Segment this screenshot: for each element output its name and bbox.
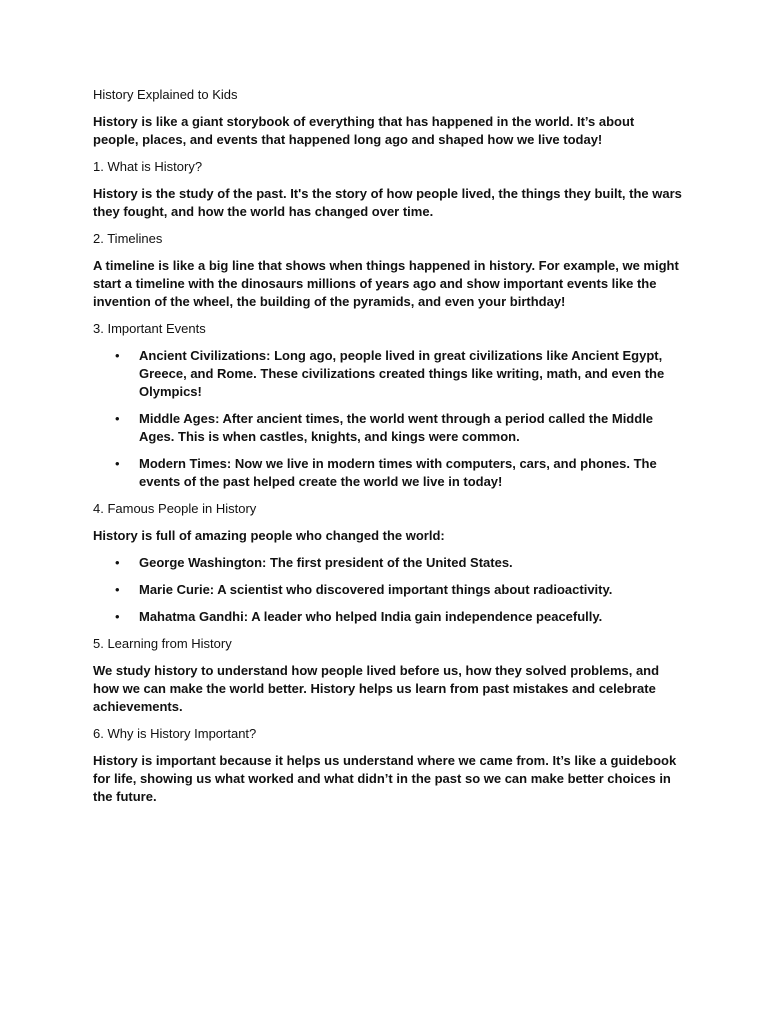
list-item-text: Mahatma Gandhi: A leader who helped India gain independence peacefully. — [139, 609, 603, 624]
section-heading-learning: 5. Learning from History — [93, 636, 232, 651]
famous-people-list — [93, 554, 683, 626]
section-body-learning: We study history to understand how people lived before us, how they solved problems, and how we can make the world better. History helps us learn from past mistakes and celebrate achievements. — [93, 663, 660, 714]
bullet-icon: • — [115, 555, 120, 570]
list-item-text: Modern Times: Now we live in modern times with computers, cars, and phones. The events of the past helped create the world we live in today! — [139, 456, 657, 489]
list-item — [93, 608, 683, 626]
section-body-why-important: History is important because it helps us understand where we came from. It’s like a guidebook for life, showing us what worked and what didn’t in the past so we can make better choices in the future. — [93, 753, 677, 804]
list-item — [93, 554, 683, 572]
list-item-text: Marie Curie: A scientist who discovered important things about radioactivity. — [139, 582, 613, 597]
bullet-icon: • — [115, 456, 120, 471]
section-body-timelines: A timeline is like a big line that shows when things happened in history. For example, we might start a timeline with the dinosaurs millions of years ago and show important events like the invention of the wheel, the building of the pyramids, and even your birthday! — [93, 258, 679, 309]
section-heading-important-events: 3. Important Events — [93, 321, 206, 336]
list-item — [93, 455, 683, 491]
list-item-text: Middle Ages: After ancient times, the world went through a period called the Middle Ages. This is when castles, knights, and kings were common. — [139, 411, 654, 444]
document-title: History Explained to Kids — [93, 87, 238, 102]
section-heading-what-is-history: 1. What is History? — [93, 159, 203, 174]
document-page — [93, 86, 683, 815]
bullet-icon: • — [115, 411, 120, 426]
list-item-text: Ancient Civilizations: Long ago, people lived in great civilizations like Ancient Egypt, Greece, and Rome. These civilizations created things like writing, math, and even the Olympics! — [139, 348, 665, 399]
list-item-text: George Washington: The first president of the United States. — [139, 555, 513, 570]
bullet-icon: • — [115, 348, 120, 363]
section-heading-famous-people: 4. Famous People in History — [93, 501, 257, 516]
section-body-what-is-history: History is the study of the past. It's the story of how people lived, the things they built, the wars they fought, and how the world has changed over time. — [93, 186, 682, 219]
list-item — [93, 347, 683, 401]
list-item — [93, 581, 683, 599]
section-heading-why-important: 6. Why is History Important? — [93, 726, 257, 741]
list-item — [93, 410, 683, 446]
bullet-icon: • — [115, 582, 120, 597]
bullet-icon: • — [115, 609, 120, 624]
section-heading-timelines: 2. Timelines — [93, 231, 163, 246]
important-events-list — [93, 347, 683, 491]
intro-paragraph: History is like a giant storybook of everything that has happened in the world. It’s about people, places, and events that happened long ago and shaped how we live today! — [93, 114, 635, 147]
section-body-famous-people: History is full of amazing people who changed the world: — [93, 528, 445, 543]
